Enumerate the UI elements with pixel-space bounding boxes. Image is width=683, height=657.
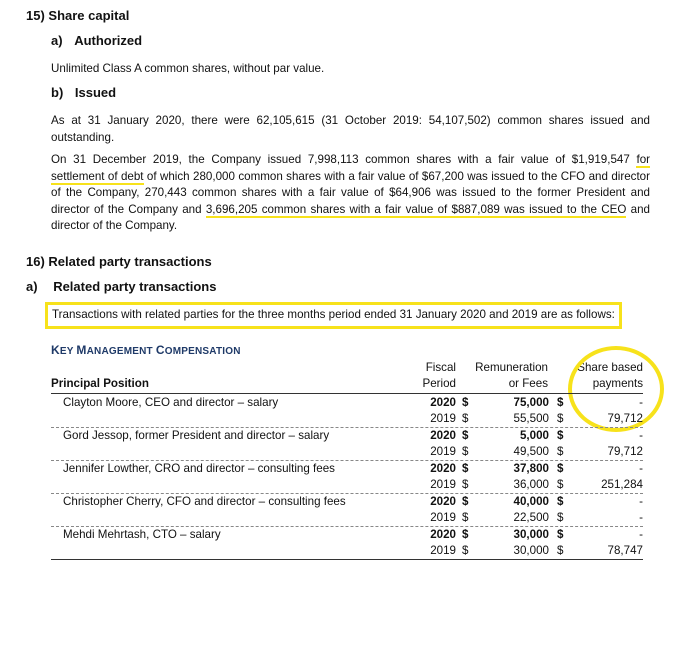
row-currency-fiscal-2: $	[462, 544, 469, 557]
authorized-text: Unlimited Class A common shares, without par value.	[51, 62, 325, 75]
row-position-name: Christopher Cherry, CFO and director – consulting fees	[63, 495, 346, 508]
highlighted-box-text: Transactions with related parties for the three months period ended 31 January 2020 and 2019 are as follows:	[45, 302, 622, 329]
row-remuneration-2020: 75,000	[513, 396, 549, 409]
row-currency-fiscal-2: $	[462, 412, 469, 425]
row-remuneration-2019: 36,000	[513, 478, 549, 491]
table-title	[51, 343, 241, 357]
row-share-2019: 79,712	[607, 412, 643, 425]
row-currency-fiscal-1: $	[462, 462, 469, 475]
row-fiscal-2020: 2020	[430, 495, 456, 508]
row-currency-rem-1: $	[557, 429, 564, 442]
row-fiscal-2019: 2019	[430, 412, 456, 425]
section-16-sub-a	[26, 279, 216, 294]
row-currency-rem-2: $	[557, 412, 564, 425]
section-15-heading: 15) Share capital	[26, 8, 130, 23]
row-currency-rem-1: $	[557, 396, 564, 409]
row-fiscal-2020: 2020	[430, 429, 456, 442]
table-title-rest2: ANAGEMENT	[86, 346, 156, 357]
row-currency-rem-2: $	[557, 445, 564, 458]
row-currency-rem-1: $	[557, 528, 564, 541]
row-remuneration-2020: 30,000	[513, 528, 549, 541]
row-remuneration-2020: 37,800	[513, 462, 549, 475]
row-position-name: Clayton Moore, CEO and director – salary	[63, 396, 279, 409]
issued-paragraph-2	[51, 152, 650, 235]
subsection-b-title: Issued	[74, 85, 117, 100]
highlight-ceo-shares: 3,696,205 common shares with a fair value of $887,089 was issued to the CEO	[205, 202, 627, 216]
row-currency-fiscal-2: $	[462, 478, 469, 491]
col-header-remuneration	[468, 360, 548, 392]
p2-text-b: of which 280,000 common shares with a fair value of $67,200 was issued to the CFO and director of the Company, 270,443 common shares with a fair value of $64,906 was issued to the former President and director of the Company and	[51, 169, 650, 216]
col-header-fiscal-1: Fiscal	[425, 361, 456, 374]
row-currency-fiscal-1: $	[462, 495, 469, 508]
row-share-2020: -	[639, 396, 643, 409]
col-header-share-1: Share based	[577, 361, 643, 374]
row-position-name: Gord Jessop, former President and director – salary	[63, 429, 330, 442]
row-currency-fiscal-1: $	[462, 429, 469, 442]
issued-paragraph-1: As at 31 January 2020, there were 62,105,615 (31 October 2019: 54,107,502) common shares issued and outstanding.	[51, 114, 650, 144]
section-16-heading: 16) Related party transactions	[26, 254, 212, 269]
col-header-share-2: payments	[592, 377, 643, 390]
col-header-fiscal	[400, 360, 456, 392]
row-currency-rem-1: $	[557, 495, 564, 508]
row-currency-rem-2: $	[557, 544, 564, 557]
row-currency-rem-2: $	[557, 511, 564, 524]
row-fiscal-2019: 2019	[430, 511, 456, 524]
subsection-b-number: b)	[51, 85, 64, 100]
row-remuneration-2019: 30,000	[513, 544, 549, 557]
bottom-rule	[51, 559, 643, 560]
row-remuneration-2019: 22,500	[513, 511, 549, 524]
col-header-fiscal-2: Period	[422, 377, 456, 390]
subsection-a-label	[51, 33, 142, 48]
p2-text-a: On 31 December 2019, the Company issued 7,998,113 common shares with a fair value of $1,919,547	[51, 153, 637, 166]
header-rule	[51, 393, 643, 394]
row-share-2019: -	[639, 511, 643, 524]
row-fiscal-2019: 2019	[430, 544, 456, 557]
col-header-rem-1: Remuneration	[475, 361, 548, 374]
row-share-2019: 79,712	[607, 445, 643, 458]
row-remuneration-2019: 55,500	[513, 412, 549, 425]
table-title-rest1: EY	[59, 346, 77, 357]
row-share-2020: -	[639, 495, 643, 508]
col-header-position: Principal Position	[51, 377, 149, 390]
row-fiscal-2020: 2020	[430, 396, 456, 409]
subsection-a-number: a)	[51, 33, 63, 48]
highlight-settlement-of-debt: for settlement of debt	[51, 153, 650, 183]
table-title-m: M	[76, 343, 87, 357]
table-title-c: C	[155, 343, 165, 357]
table-title-rest3: OMPENSATION	[164, 346, 241, 357]
row-remuneration-2020: 40,000	[513, 495, 549, 508]
row-currency-rem-2: $	[557, 478, 564, 491]
row-currency-rem-1: $	[557, 462, 564, 475]
row-currency-fiscal-1: $	[462, 528, 469, 541]
row-currency-fiscal-2: $	[462, 511, 469, 524]
row-position-name: Mehdi Mehrtash, CTO – salary	[63, 528, 221, 541]
subsection-a-title: Authorized	[74, 33, 143, 48]
row-fiscal-2019: 2019	[430, 478, 456, 491]
row-fiscal-2019: 2019	[430, 445, 456, 458]
subsection-b-label	[51, 85, 116, 100]
row-share-2019: 251,284	[601, 478, 643, 491]
row-fiscal-2020: 2020	[430, 462, 456, 475]
section-16-sub-a-number: a)	[26, 279, 38, 294]
row-share-2019: 78,747	[607, 544, 643, 557]
row-fiscal-2020: 2020	[430, 528, 456, 541]
table-title-k: K	[51, 343, 60, 357]
row-share-2020: -	[639, 429, 643, 442]
row-share-2020: -	[639, 528, 643, 541]
row-remuneration-2020: 5,000	[519, 429, 549, 442]
col-header-rem-2: or Fees	[508, 377, 548, 390]
row-position-name: Jennifer Lowther, CRO and director – consulting fees	[63, 462, 335, 475]
row-currency-fiscal-1: $	[462, 396, 469, 409]
row-remuneration-2019: 49,500	[513, 445, 549, 458]
p2-text-c: and director of the Company.	[51, 202, 650, 232]
section-16-sub-a-title: Related party transactions	[53, 279, 217, 294]
row-currency-fiscal-2: $	[462, 445, 469, 458]
row-share-2020: -	[639, 462, 643, 475]
